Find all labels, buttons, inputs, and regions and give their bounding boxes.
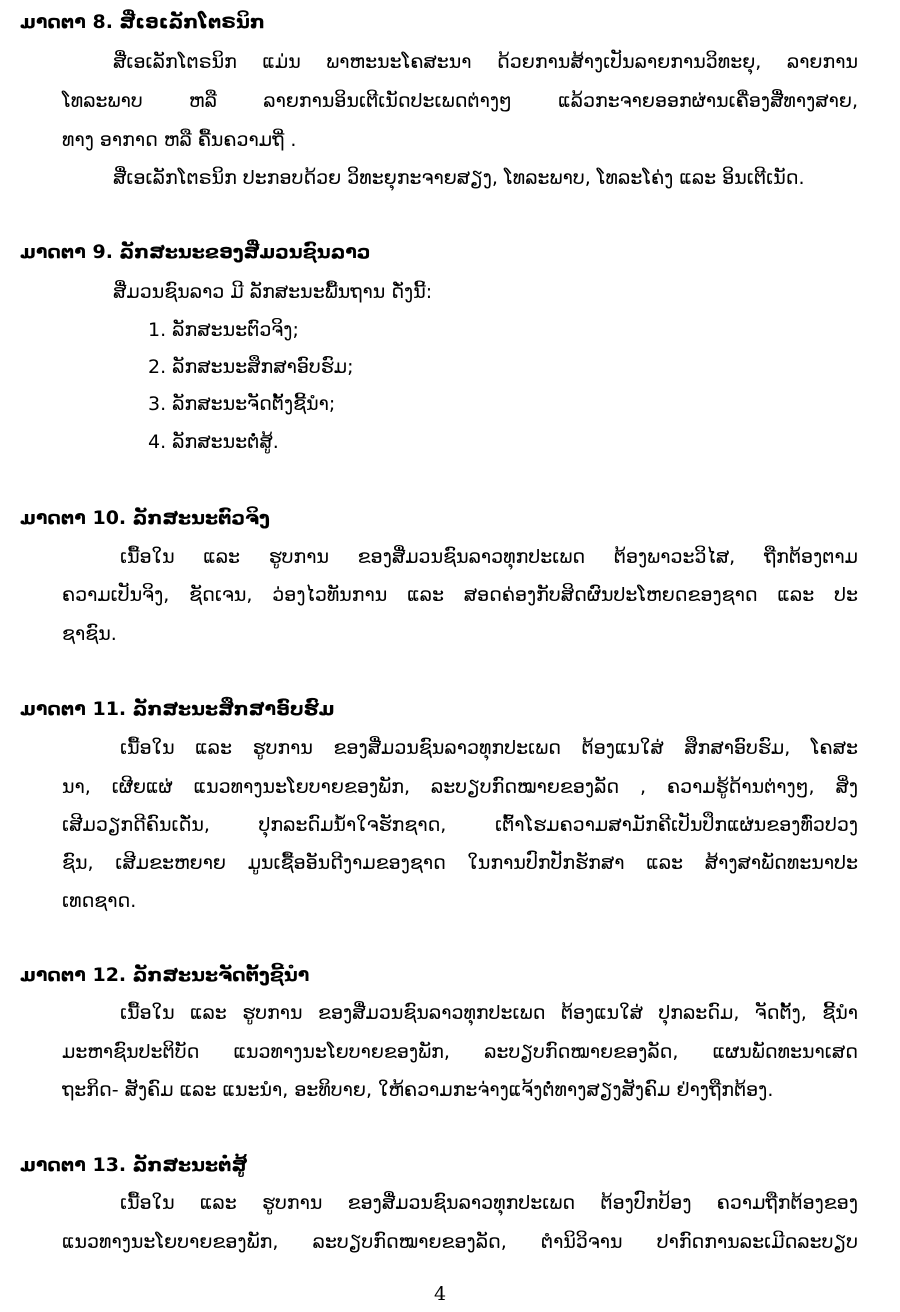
article-13-heading: ມາດຕາ 13. ລັກສະນະຕໍ່ສູ້ [20,1154,248,1176]
article-13-line-1: ເນື້ອໃນ ແລະ ຮູບການ ຂອງສື່ມວນຊົນລາວທຸກປະເພດ ຕ້ອງປົກປ້ອງ ຄວາມຖືກຕ້ອງຂອງ [120,1192,858,1214]
article-8-line-1: ສື່ເອເລັກໂຕຣນິກ ແມ່ນ ພາຫະນະໂຄສະນາ ດ້ວຍການສ້າງເປັນລາຍການວິທະຍຸ, ລາຍການ [113,51,858,73]
article-8-line-2: ໂທລະພາບ ຫລື ລາຍການອິນເຕີເນັດປະເພດຕ່າງໆ ແລ້ວກະຈາຍອອກຜ່ານເຄື່ອງສື່ທາງສາຍ, [62,90,858,112]
article-11-heading: ມາດຕາ 11. ລັກສະນະສຶກສາອົບຮົມ [20,698,335,720]
article-11-line-2: ນາ, ເຜີຍແຜ່ ແນວທາງນະໂຍບາຍຂອງພັກ, ລະບຽບກົດໝາຍຂອງລັດ , ຄວາມຮູ້ດ້ານຕ່າງໆ, ສິ່ງ [62,776,858,798]
article-13-line-2: ແນວທາງນະໂຍບາຍຂອງພັກ, ລະບຽບກົດໝາຍຂອງລັດ, ຕຳນິວິຈານ ປາກົດການລະເມີດລະບຽບ [62,1231,858,1253]
article-12-line-1: ເນື້ອໃນ ແລະ ຮູບການ ຂອງສື່ມວນຊົນລາວທຸກປະເພດ ຕ້ອງແນໃສ່ ປຸກລະດົມ, ຈັດຕັ້ງ, ຊີ້ນຳ [120,1002,858,1024]
article-11-line-1: ເນື້ອໃນ ແລະ ຮູບການ ຂອງສື່ມວນຊົນລາວທຸກປະເພດ ຕ້ອງແນໃສ່ ສຶກສາອົບຮົມ, ໂຄສະ [120,737,858,759]
article-9-item-4: 4. ລັກສະນະຕໍ່ສູ້. [148,431,279,453]
article-9-item-2: 2. ລັກສະນະສຶກສາອົບຮົມ; [148,356,354,378]
article-11-line-5: ເທດຊາດ. [62,890,137,912]
article-11-line-3: ເສີມວຽກດີຄົນເດັ່ນ, ປຸກລະດົມນ້ຳໃຈຮັກຊາດ, ເຕົ້າໂຮມຄວາມສາມັກຄີເປັນປຶກແຜ່ນຂອງທົ່ວປວງ [62,814,858,836]
article-11-line-4: ຊົນ, ເສີມຂະຫຍາຍ ມູນເຊື້ອອັນດີງາມຂອງຊາດ ໃນການປົກປັກຮັກສາ ແລະ ສ້າງສາພັດທະນາປະ [62,852,858,874]
article-8-line-3: ທາງ ອາກາດ ຫລື ຄື້ນຄວາມຖີ່ . [62,129,297,151]
page-number: 4 [433,1283,447,1305]
article-9-heading: ມາດຕາ 9. ລັກສະນະຂອງສື່ມວນຊົນລາວ [20,241,371,263]
article-10-heading: ມາດຕາ 10. ລັກສະນະຕົວຈິງ [20,507,270,529]
article-8-heading: ມາດຕາ 8. ສື່ເອເລັກໂຕຣນິກ [20,11,265,33]
article-8-line-4: ສື່ເອເລັກໂຕຣນິກ ປະກອບດ້ວຍ ວິທະຍຸກະຈາຍສຽງ, ໂທລະພາບ, ໂທລະໂຄ່ງ ແລະ ອິນເຕີເນັດ. [113,167,805,189]
article-12-line-3: ຖະກິດ- ສັງຄົມ ແລະ ແນະນຳ, ອະທິບາຍ, ໃຫ້ຄວາມກະຈ່າງແຈ້ງຕໍ່ທາງສຽງສັງຄົມ ຢ່າງຖືກຕ້ອງ. [62,1079,774,1101]
article-12-heading: ມາດຕາ 12. ລັກສະນະຈັດຕັ້ງຊີ້ນຳ [20,964,310,986]
article-10-line-1: ເນື້ອໃນ ແລະ ຮູບການ ຂອງສື່ມວນຊົນລາວທຸກປະເພດ ຕ້ອງພາວະວິໄສ, ຖືກຕ້ອງຕາມ [120,546,858,568]
article-12-line-2: ມະຫາຊົນປະຕິບັດ ແນວທາງນະໂຍບາຍຂອງພັກ, ລະບຽບກົດໝາຍຂອງລັດ, ແຜນພັດທະນາເສດ [62,1041,858,1063]
article-9-item-3: 3. ລັກສະນະຈັດຕັ້ງຊີ້ນຳ; [148,393,336,415]
article-10-line-2: ຄວາມເປັນຈິງ, ຊັດເຈນ, ວ່ອງໄວທັນການ ແລະ ສອດຄ່ອງກັບສິດຜົນປະໂຫຍດຂອງຊາດ ແລະ ປະ [62,584,858,606]
article-10-line-3: ຊາຊົນ. [62,623,117,645]
article-9-item-1: 1. ລັກສະນະຕົວຈິງ; [148,319,299,341]
article-9-intro: ສື່ມວນຊົນລາວ ມີ ລັກສະນະພື້ນຖານ ດັ່ງນີ້: [113,281,433,303]
